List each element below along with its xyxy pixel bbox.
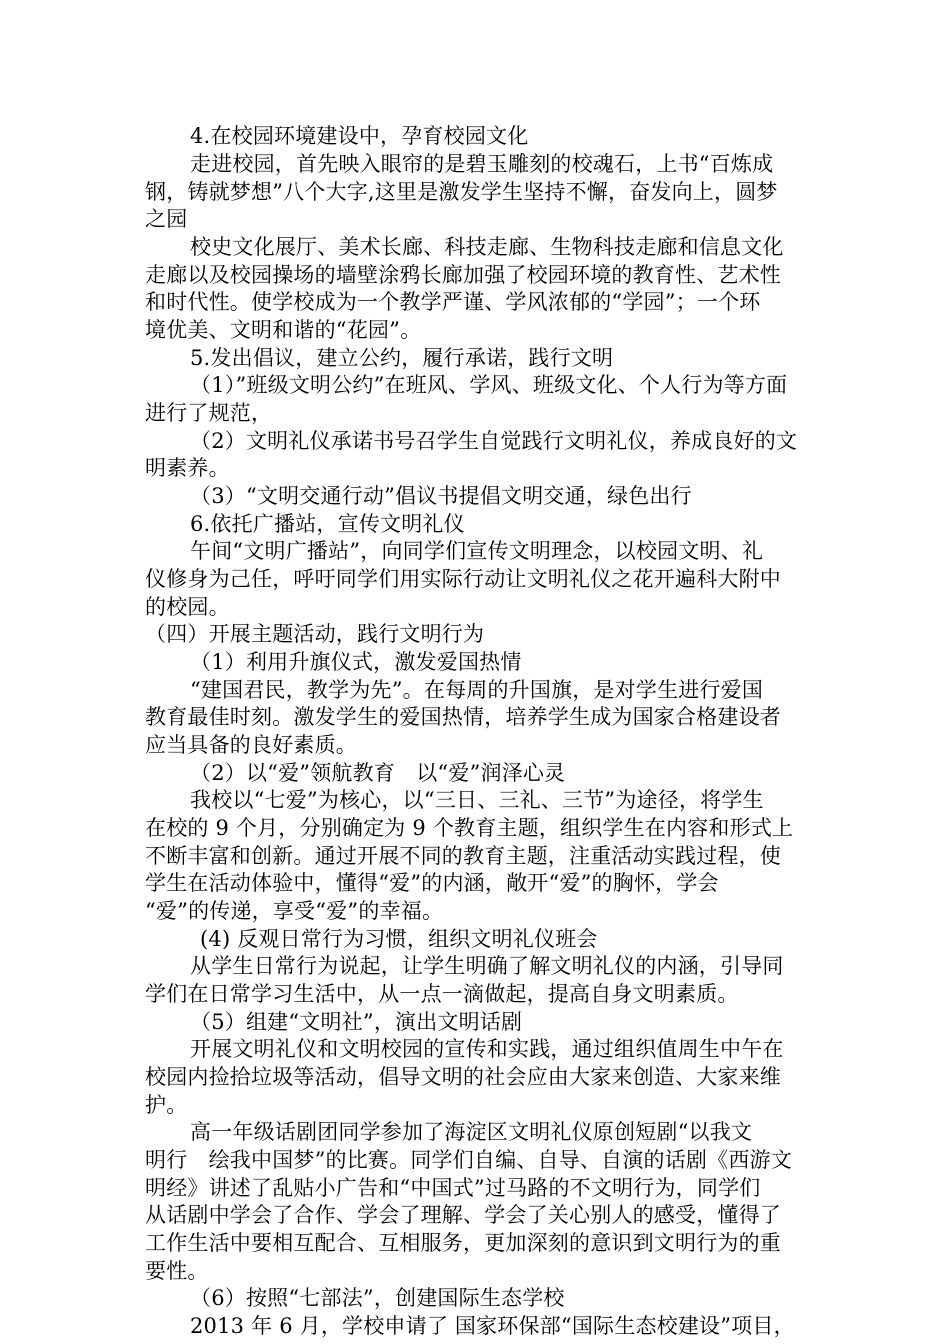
- paragraph-line: 校园内捡拾垃圾等活动，倡导文明的社会应由大家来创造、大家来维: [145, 1065, 781, 1089]
- heading-love-education: （2）以“爱”领航教育 以“爱”润泽心灵: [190, 761, 566, 785]
- paragraph-line: （1）”班级文明公约”在班风、学风、班级文化、个人行为等方面: [190, 373, 788, 397]
- heading-initiative: 5.发出倡议，建立公约，履行承诺，践行文明: [190, 346, 614, 370]
- paragraph-line: 开展文明礼仪和文明校园的宣传和实践，通过组织值周生中午在: [190, 1037, 784, 1061]
- paragraph-line: 要性。: [145, 1259, 209, 1283]
- paragraph-line: 在校的 9 个月，分别确定为 9 个教育主题，组织学生在内容和形式上: [145, 816, 794, 840]
- paragraph-line: 的校园。: [145, 595, 230, 619]
- paragraph-line: （2）文明礼仪承诺书号召学生自觉践行文明礼仪，养成良好的文: [190, 429, 798, 453]
- paragraph-line: 明经》讲述了乱贴小广告和“中国式”过马路的不文明行为，同学们: [145, 1176, 761, 1200]
- paragraph-line: 我校以“七爱”为核心，以“三日、三礼、三节”为途径，将学生: [190, 788, 764, 812]
- paragraph-line: 教育最佳时刻。激发学生的爱国热情，培养学生成为国家合格建设者: [145, 705, 781, 729]
- heading-eco-school: （6）按照“七部法”，创建国际生态学校: [190, 1286, 565, 1310]
- heading-civilization-club: （5）组建“文明社”，演出文明话剧: [190, 1010, 523, 1034]
- section-heading-themed-activities: （四）开展主题活动，践行文明行为: [145, 622, 485, 646]
- paragraph-line: “建国君民，教学为先”。在每周的升国旗，是对学生进行爱国: [190, 678, 764, 702]
- paragraph-line: 不断丰富和创新。通过开展不同的教育主题，注重活动实践过程，使: [145, 844, 781, 868]
- paragraph-line: 2013 年 6 月，学校申请了 国家环保部“国际生态校建设”项目，: [190, 1314, 795, 1338]
- paragraph-line: 工作生活中要相互配合、互相服务，更加深刻的意识到文明行为的重: [145, 1231, 781, 1255]
- paragraph-line: 钢，铸就梦想”八个大字,这里是激发学生坚持不懈，奋发向上，圆梦: [145, 180, 778, 204]
- paragraph-line: 学们在日常学习生活中，从一点一滴做起，提高自身文明素质。: [145, 982, 739, 1006]
- paragraph-line: 从学生日常行为说起，让学生明确了解文明礼仪的内涵，引导同: [190, 954, 784, 978]
- paragraph-line: 从话剧中学会了合作、学会了理解、学会了关心别人的感受，懂得了: [145, 1203, 781, 1227]
- paragraph-line: 校史文化展厅、美术长廊、科技走廊、生物科技走廊和信息文化: [190, 235, 784, 259]
- paragraph-line: 仪修身为己任，呼吁同学们用实际行动让文明礼仪之花开遍科大附中: [145, 567, 781, 591]
- paragraph-line: 之园: [145, 207, 188, 231]
- paragraph-line: “爱”的传递，享受“爱”的幸福。: [145, 899, 444, 923]
- paragraph-line: 明行 绘我中国梦”的比赛。同学们自编、自导、自演的话剧《西游文: [145, 1148, 792, 1172]
- paragraph-line: 明素养。: [145, 456, 230, 480]
- paragraph-line: 境优美、文明和谐的“花园”。: [145, 318, 422, 342]
- paragraph-line: 学生在活动体验中，懂得“爱”的内涵，敞开“爱”的胸怀，学会: [145, 871, 719, 895]
- paragraph-line: 应当具备的良好素质。: [145, 733, 357, 757]
- paragraph-line: 进行了规范，: [145, 401, 273, 425]
- paragraph-line: （3）“文明交通行动”倡议书提倡文明交通，绿色出行: [190, 484, 692, 508]
- paragraph-line: 走进校园，首先映入眼帘的是碧玉雕刻的校魂石，上书“百炼成: [190, 152, 774, 176]
- paragraph-line: 护。: [145, 1093, 188, 1117]
- heading-broadcast: 6.依托广播站，宣传文明礼仪: [190, 512, 465, 536]
- paragraph-line: 和时代性。使学校成为一个教学严谨、学风浓郁的“学园”；一个环: [145, 290, 761, 314]
- paragraph-line: 午间“文明广播站”，向同学们宣传文明理念，以校园文明、礼: [190, 539, 764, 563]
- heading-daily-behavior: (4) 反观日常行为习惯，组织文明礼仪班会: [200, 927, 598, 951]
- paragraph-line: 高一年级话剧团同学参加了海淀区文明礼仪原创短剧“以我文: [190, 1120, 753, 1144]
- heading-campus-environment: 4.在校园环境建设中，孕育校园文化: [190, 124, 529, 148]
- heading-flag-ceremony: （1）利用升旗仪式，激发爱国热情: [190, 650, 522, 674]
- paragraph-line: 走廊以及校园操场的墙壁涂鸦长廊加强了校园环境的教育性、艺术性: [145, 263, 781, 287]
